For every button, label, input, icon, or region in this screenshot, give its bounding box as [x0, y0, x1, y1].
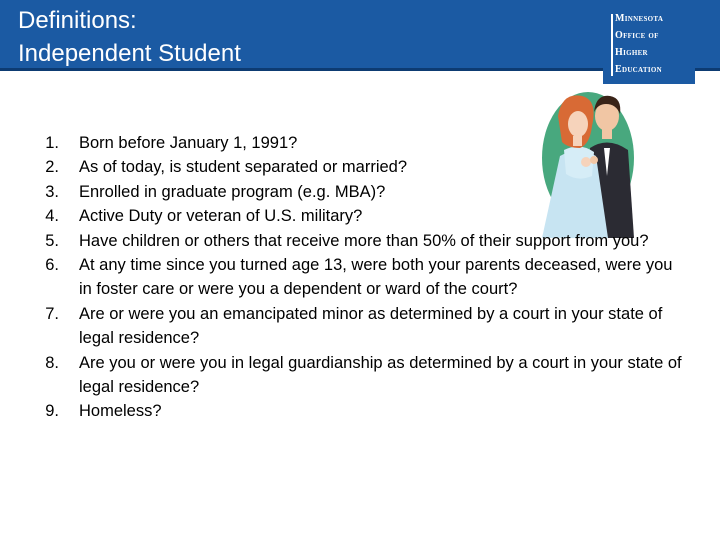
list-item: [35, 351, 685, 400]
list-text: Born before January 1, 1991?: [79, 134, 298, 152]
list-item: [35, 155, 685, 179]
list-text: Homeless?: [79, 402, 162, 421]
logo-text: [615, 10, 693, 78]
list-number: 4.: [45, 207, 59, 226]
list-text: Have children or others that receive more than 50% of their support from you?: [79, 231, 649, 250]
list-number: 2.: [45, 158, 59, 177]
list-number: 9.: [45, 402, 59, 421]
list-item: [35, 131, 685, 155]
list-item: [35, 180, 685, 204]
list-number: 5.: [45, 231, 59, 250]
list-item: [35, 399, 685, 423]
list-text: Are you or were you in legal guardianship as determined by a court in your state of legal residence?: [79, 353, 682, 397]
criteria-list: [35, 131, 685, 424]
page-title-line-2: Independent Student: [18, 40, 241, 67]
logo-line-1: Minnesota: [615, 13, 664, 24]
list-number: 6.: [45, 256, 59, 275]
list-number: 7.: [45, 304, 59, 323]
list-item: [35, 302, 685, 351]
list-item: [35, 204, 685, 228]
page-title: [18, 4, 241, 70]
list-text: At any time since you turned age 13, were both your parents deceased, were you in foster care or were you a dependent or ward of the court?: [79, 256, 673, 299]
organization-logo: [603, 0, 695, 84]
logo-line-2: Office of: [615, 30, 659, 41]
list-item: [35, 253, 685, 302]
list-number: 3.: [45, 182, 59, 201]
logo-line-4: Education: [615, 64, 662, 75]
list-item: [35, 229, 685, 253]
list-number: 1.: [45, 134, 59, 152]
list-number: 8.: [45, 353, 59, 372]
list-text: Are or were you an emancipated minor as determined by a court in your state of legal residence?: [79, 304, 663, 348]
logo-rule: [611, 14, 613, 76]
list-text: Enrolled in graduate program (e.g. MBA)?: [79, 182, 386, 201]
page-title-line-1: Definitions:: [18, 7, 137, 34]
list-text: As of today, is student separated or married?: [79, 158, 408, 177]
logo-line-3: Higher: [615, 47, 648, 58]
list-text: Active Duty or veteran of U.S. military?: [79, 207, 363, 226]
